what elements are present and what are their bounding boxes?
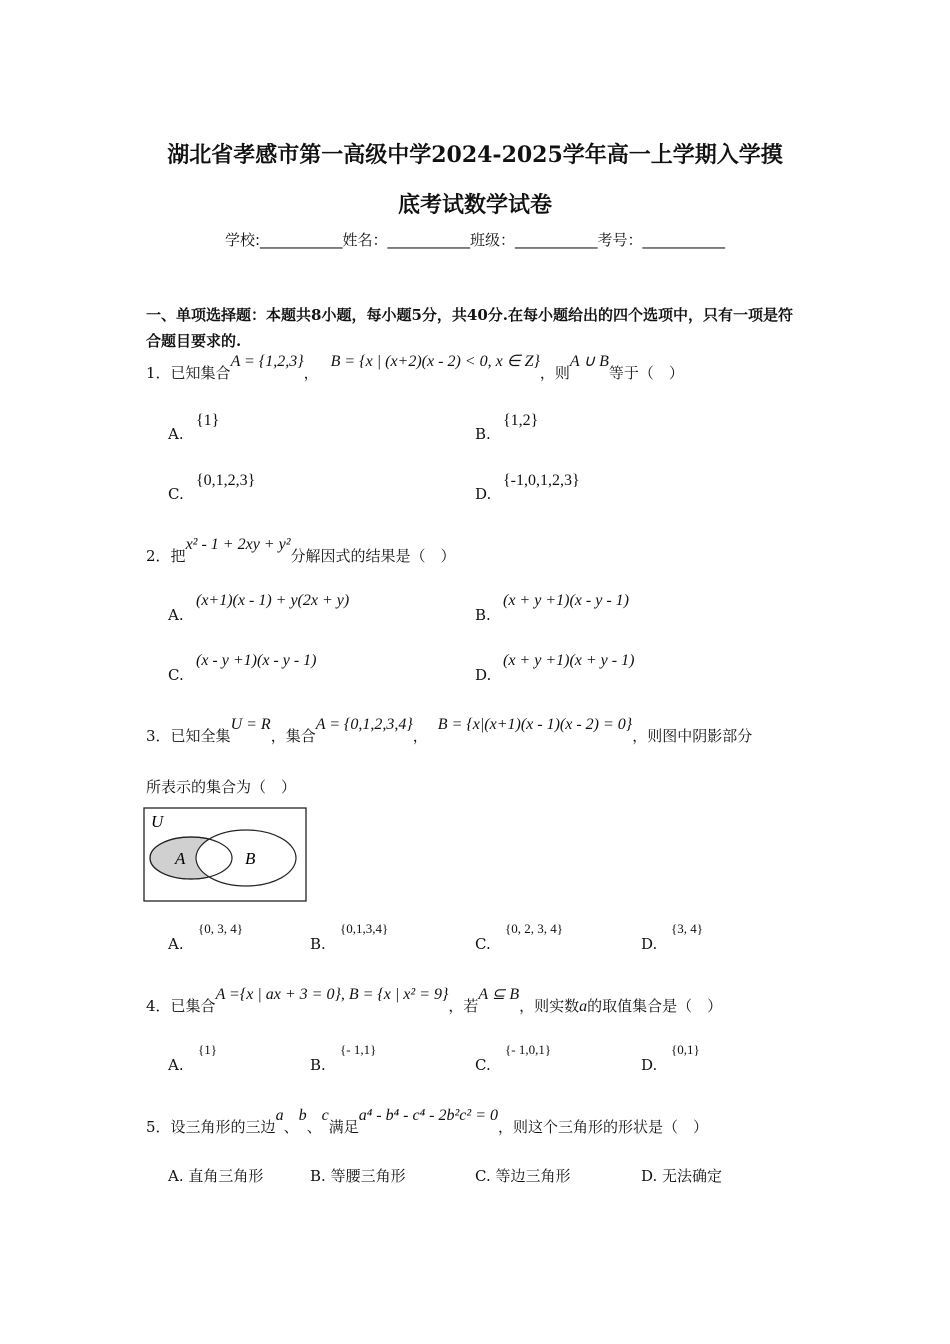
option-value: (x + y +1)(x + y - 1) <box>503 652 635 669</box>
question-3 <box>146 716 753 746</box>
option-value: {1} <box>198 1042 217 1057</box>
question-text: ， <box>412 727 428 745</box>
question-2 <box>146 536 456 566</box>
math-expression: A = {0,1,2,3,4} <box>315 716 413 733</box>
math-expression: a <box>275 1107 284 1124</box>
option-label: B. <box>310 1167 326 1185</box>
question-text: ， <box>303 364 319 382</box>
question-5 <box>146 1107 708 1137</box>
question-text: 的取值集合是（ ） <box>587 997 723 1015</box>
venn-a-label: A <box>175 849 186 868</box>
option-label: B. <box>475 425 491 443</box>
option-label: D. <box>641 935 658 953</box>
question-number: 5． <box>146 1118 171 1136</box>
option-value: {3, 4} <box>671 921 703 936</box>
math-expression: x² - 1 + 2xy + y² <box>185 536 291 553</box>
question-text: 、 <box>306 1118 322 1136</box>
option-label: D. <box>641 1056 658 1074</box>
option-value: {0,1,2,3} <box>196 472 256 489</box>
question-number: 2． <box>146 547 171 565</box>
question-text: 满足 <box>328 1118 359 1136</box>
question-text: ，则 <box>539 364 570 382</box>
question-text: 设三角形的三边 <box>170 1118 276 1136</box>
question-number: 4． <box>146 997 171 1015</box>
math-expression: A ∪ B <box>569 353 609 370</box>
option-label: A. <box>168 425 184 443</box>
math-expression: B = {x | (x+2)(x - 2) < 0, x ∈ Z} <box>330 353 540 370</box>
option-label: C. <box>475 935 491 953</box>
question-text: 等于（ ） <box>608 364 684 382</box>
question-text: ，则实数 <box>519 997 580 1015</box>
option-label: A. <box>168 935 184 953</box>
option-label: A. <box>168 606 184 624</box>
option-label: A. <box>168 1167 184 1185</box>
math-expression: A ={x | ax + 3 = 0}, B = {x | x² = 9} <box>215 986 449 1003</box>
question-text: 、 <box>283 1118 299 1136</box>
question-text: 把 <box>170 547 186 565</box>
option-label: B. <box>310 935 326 953</box>
option-value: {- 1,0,1} <box>505 1042 552 1057</box>
option-value: (x - y +1)(x - y - 1) <box>196 652 317 669</box>
option-c <box>475 1165 571 1186</box>
option-label: A. <box>168 1056 184 1074</box>
option-value: 等腰三角形 <box>330 1167 406 1185</box>
option-value: {0, 2, 3, 4} <box>505 921 563 936</box>
option-value: {1,2} <box>503 412 539 429</box>
option-label: B. <box>475 606 491 624</box>
math-expression: b <box>298 1107 307 1124</box>
option-value: (x + y +1)(x - y - 1) <box>503 592 629 609</box>
question-text: ，则这个三角形的形状是（ ） <box>497 1118 708 1136</box>
math-expression: a⁴ - b⁴ - c⁴ - 2b²c² = 0 <box>358 1107 498 1124</box>
student-info-line: 学校:___________姓名：___________班级：___________考号：___________ <box>224 231 726 249</box>
option-value: 直角三角形 <box>188 1167 264 1185</box>
option-value: (x+1)(x - 1) + y(2x + y) <box>196 592 350 609</box>
option-b <box>310 1165 406 1186</box>
option-value: {0,1} <box>671 1042 700 1057</box>
math-expression: A = {1,2,3} <box>230 353 304 370</box>
option-value: {1} <box>196 412 220 429</box>
option-value: {0, 3, 4} <box>198 921 243 936</box>
math-expression: c <box>321 1107 329 1124</box>
option-label: D. <box>641 1167 658 1185</box>
question-text: 分解因式的结果是（ ） <box>290 547 456 565</box>
question-text: ，若 <box>448 997 479 1015</box>
question-3-continued: 所表示的集合为（ ） <box>146 778 297 796</box>
question-text: ，则图中阴影部分 <box>632 727 753 745</box>
venn-u-label: U <box>151 812 164 831</box>
question-4 <box>146 986 723 1016</box>
option-value: {0,1,3,4} <box>340 921 389 936</box>
option-d <box>641 1165 722 1186</box>
option-value: 等边三角形 <box>495 1167 571 1185</box>
option-label: C. <box>168 485 184 503</box>
option-value: 无法确定 <box>662 1167 723 1185</box>
option-label: B. <box>310 1056 326 1074</box>
option-label: C. <box>168 666 184 684</box>
math-expression: B = {x|(x+1)(x - 1)(x - 2) = 0} <box>437 716 633 733</box>
question-text: 已知全集 <box>170 727 231 745</box>
option-label: D. <box>475 666 492 684</box>
question-number: 3． <box>146 727 171 745</box>
option-value: {- 1,1} <box>340 1042 377 1057</box>
question-1 <box>146 353 684 383</box>
option-label: D. <box>475 485 492 503</box>
venn-diagram <box>143 807 308 903</box>
venn-b-label: B <box>245 849 256 868</box>
math-expression: A ⊆ B <box>478 986 520 1003</box>
question-text: 已知集合 <box>170 364 231 382</box>
math-expression: a <box>579 998 588 1015</box>
math-expression: U = R <box>230 716 271 733</box>
option-a <box>168 1165 263 1186</box>
exam-title-line1: 湖北省孝感市第一高级中学2024-2025学年高一上学期入学摸 <box>167 142 783 168</box>
question-text: ，集合 <box>270 727 316 745</box>
exam-title-line2: 底考试数学试卷 <box>397 192 552 218</box>
option-label: C. <box>475 1056 491 1074</box>
option-value: {-1,0,1,2,3} <box>503 472 580 489</box>
option-label: C. <box>475 1167 491 1185</box>
section-heading: 一、单项选择题：本题共8小题，每小题5分，共40分.在每小题给出的四个选项中，只有一项是符合题目要求的. <box>146 306 793 350</box>
question-text: 已集合 <box>170 997 216 1015</box>
question-number: 1． <box>146 364 171 382</box>
